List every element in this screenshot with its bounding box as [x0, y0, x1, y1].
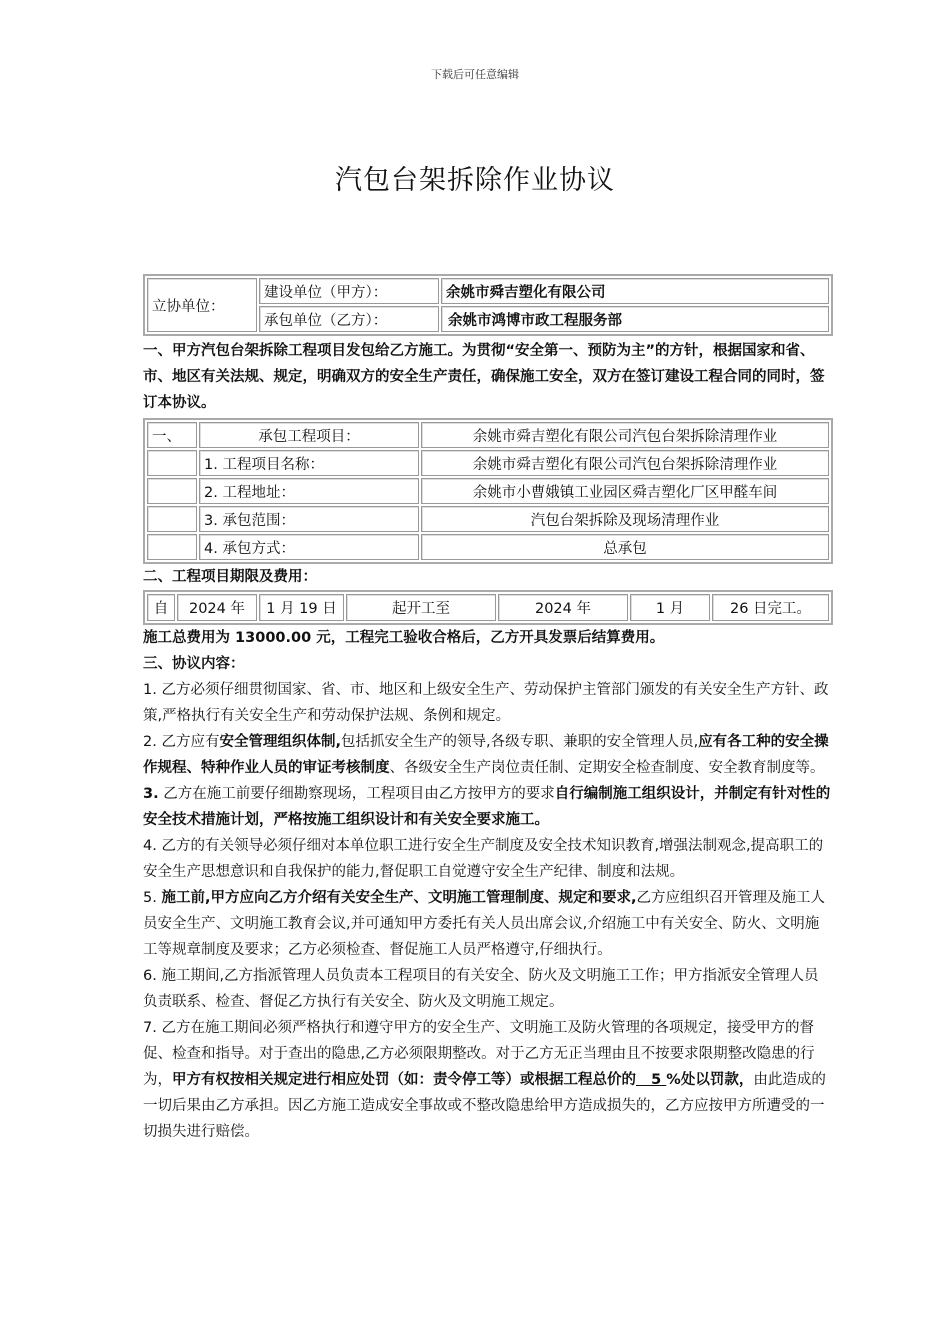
- party-role: 承包单位（乙方）：: [259, 306, 439, 332]
- project-row-label: 1. 工程项目名称：: [199, 450, 419, 476]
- project-row-value: 总承包: [421, 534, 829, 560]
- project-num: 一、: [147, 422, 197, 448]
- table-row: [147, 534, 829, 560]
- table-row: [147, 506, 829, 532]
- project-row-value: 汽包台架拆除及现场清理作业: [421, 506, 829, 532]
- period-cell: 2024 年: [177, 594, 257, 621]
- party-name: 余姚市鸿博市政工程服务部: [441, 306, 829, 332]
- document-body: [143, 274, 833, 1145]
- fee-text: 施工总费用为 13000.00 元，工程完工验收合格后，乙方开具发票后结算费用。: [143, 630, 665, 646]
- table-row: [147, 450, 829, 476]
- clause-3: 3. 乙方在施工前要仔细勘察现场，工程项目由乙方按甲方的要求自行编制施工组织设计，并制定有针对性的安全技术措施计划，严格按施工组织设计和有关安全要求施工。: [143, 786, 831, 828]
- party-name: 余姚市舜吉塑化有限公司: [441, 278, 829, 304]
- project-row-label: 4. 承包方式：: [199, 534, 419, 560]
- clause-5: 5. 施工前,甲方应向乙方介绍有关安全生产、文明施工管理制度、规定和要求,乙方应组织召开管理及施工人员安全生产、文明施工教育会议,并可通知甲方委托有关人员出席会议,介绍施工中有关安全、防火、文明施工等规章制度及要求；乙方必须检查、督促施工人员严格遵守,仔细执行。: [143, 890, 825, 958]
- clause-2: 2. 乙方应有安全管理组织体制,包括抓安全生产的领导,各级专职、兼职的安全管理人员,应有各工种的安全操作规程、特种作业人员的审证考核制度、各级安全生产岗位责任制、定期安全检查制度、安全教育制度等。: [143, 734, 829, 776]
- project-row-value: 余姚市舜吉塑化有限公司汽包台架拆除清理作业: [421, 450, 829, 476]
- period-cell: 1 月 19 日: [259, 594, 344, 621]
- project-table: [143, 418, 833, 564]
- section2-heading: 二、工程项目期限及费用：: [143, 569, 317, 585]
- parties-label: 立协单位：: [147, 278, 257, 332]
- table-row: [147, 478, 829, 504]
- period-cell: 1 月: [630, 594, 710, 621]
- period-cell: 自: [147, 594, 175, 621]
- clause-7: 7. 乙方在施工期间必须严格执行和遵守甲方的安全生产、文明施工及防火管理的各项规定，接受甲方的督促、检查和指导。对于查出的隐患,乙方必须限期整改。对于乙方无正当理由且不按要求限期整改隐患的行为，甲方有权按相关规定进行相应处罚（如：责令停工等）或根据工程总价的 5 %处以罚款，由此造成的一切后果由乙方承担。因乙方施工造成安全事故或不整改隐患给甲方造成损失的，乙方应按甲方所遭受的一切损失进行赔偿。: [143, 1020, 826, 1140]
- clause-6: 6. 施工期间,乙方指派管理人员负责本工程项目的有关安全、防火及文明施工工作；甲方指派安全管理人员负责联系、检查、督促乙方执行有关安全、防火及文明施工规定。: [143, 968, 819, 1010]
- document-title: 汽包台架拆除作业协议: [335, 165, 615, 196]
- clause-1: 1. 乙方必须仔细贯彻国家、省、市、地区和上级安全生产、劳动保护主管部门颁发的有关安全生产方针、政策,严格执行有关安全生产和劳动保护法规、条例和规定。: [143, 682, 829, 724]
- section3-heading: 三、协议内容：: [143, 656, 245, 672]
- project-row-value: 余姚市小曹娥镇工业园区舜吉塑化厂区甲醛车间: [421, 478, 829, 504]
- period-cell: 起开工至: [346, 594, 496, 621]
- clause-4: 4. 乙方的有关领导必须仔细对本单位职工进行安全生产制度及安全技术知识教育,增强法制观念,提高职工的安全生产思想意识和自我保护的能力,督促职工自觉遵守安全生产纪律、制度和法规。: [143, 838, 824, 880]
- project-row-label: 2. 工程地址：: [199, 478, 419, 504]
- party-role: 建设单位（甲方）：: [259, 278, 439, 304]
- period-table: [143, 590, 833, 625]
- project-header-label: 承包工程项目：: [199, 422, 419, 448]
- period-cell: 2024 年: [498, 594, 628, 621]
- page-header-note: 下载后可任意编辑: [431, 68, 519, 81]
- project-header-value: 余姚市舜吉塑化有限公司汽包台架拆除清理作业: [421, 422, 829, 448]
- project-row-label: 3. 承包范围：: [199, 506, 419, 532]
- parties-table: [143, 274, 833, 336]
- section1-intro: 一、甲方汽包台架拆除工程项目发包给乙方施工。为贯彻“安全第一、预防为主”的方针，根据国家和省、市、地区有关法规、规定，明确双方的安全生产责任，确保施工安全，双方在签订建设工程合同的同时，签订本协议。: [143, 343, 825, 411]
- period-cell: 26 日完工。: [712, 594, 829, 621]
